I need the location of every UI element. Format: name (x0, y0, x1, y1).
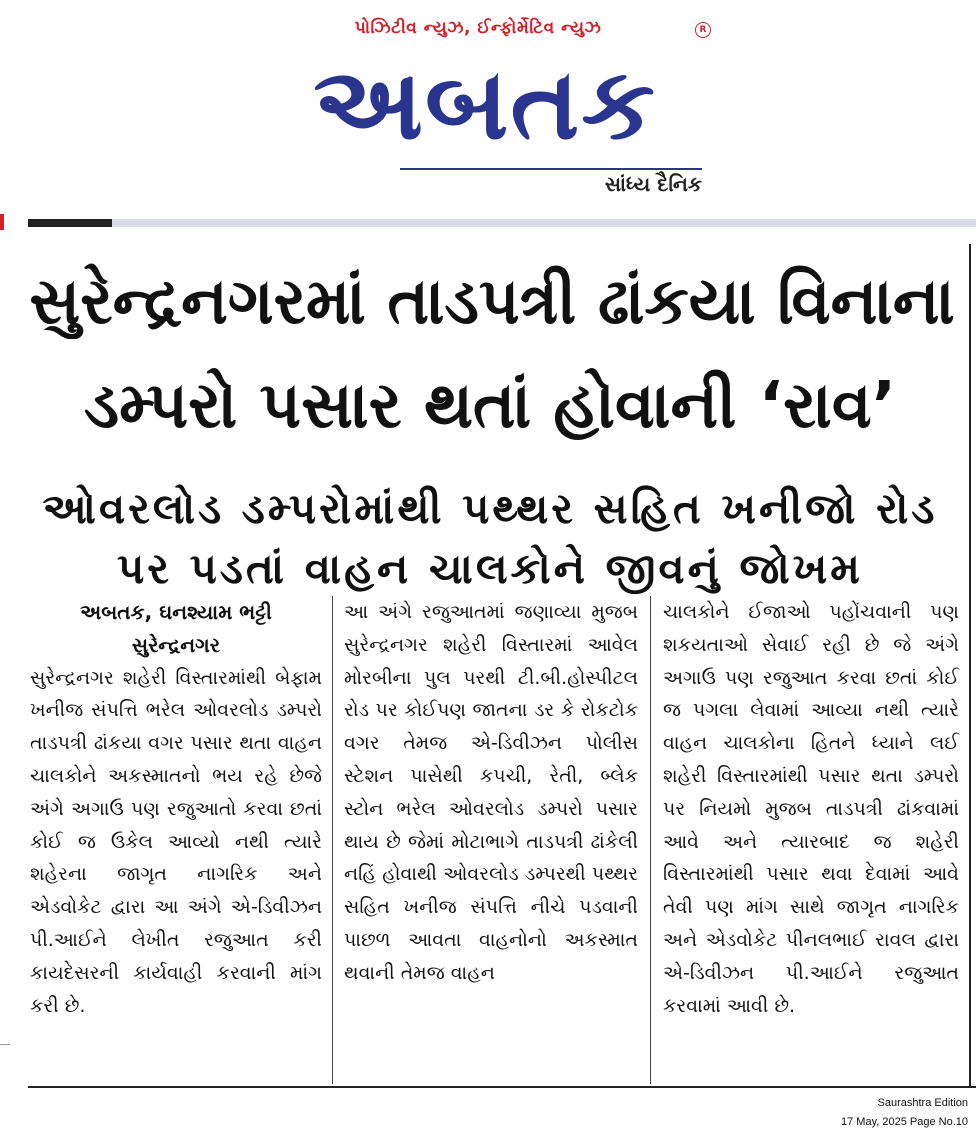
newspaper-logo: અબતક (313, 46, 657, 162)
margin-tick (0, 1044, 10, 1045)
column-3-text: ચાલકોને ઈજાઓ પહોંચવાની પણ શકયતાઓ સેવાઈ રહી છે જે અંગે અગાઉ પણ રજુઆત કરવા છતાં કોઈ જ પગલા લેવામાં આવ્યા નથી ત્યારે વાહન ચાલકોના હિતને ધ્યાને લઈ શહેરી વિસ્તારમાંથી પસાર થતા ડમ્પરો પર નિયમો મુજબ તાડપત્રી ઢાંકવામાં આવે અને ત્યારબાદ જ શહેરી વિસ્તારમાંથી પસાર થવા દેવામાં આવે તેવી પણ માંગ સાથે જાગૃત નાગરિક અને એડવોકેટ પીનલભાઈ રાવલ દ્વારા એ-ડિવીઝન પી.આઈને રજુઆત કરવામાં આવી છે. (663, 601, 959, 1017)
margin-marker (0, 214, 4, 230)
bottom-divider (28, 1086, 976, 1088)
article-column-3 (663, 596, 959, 1022)
masthead (0, 0, 976, 215)
subheadline-line-2: પર પડતાં વાહન ચાલકોને જીવનું જોખમ (117, 544, 863, 593)
column-2-text: આ અંગે રજુઆતમાં જણાવ્યા મુજબ સુરેન્દ્રનગર શહેરી વિસ્તારમાં આવેલ મોરબીના પુલ પરથી ટી.બી.હોસ્પીટલ રોડ પર કોઈપણ જાતના ડર કે રોકટોક વગર તેમજ એ-ડિવીઝન પોલીસ સ્ટેશન પાસેથી કપચી, રેતી, બ્લેક સ્ટોન ભરેલ ઓવરલોડ ડમ્પરો પસાર થાય છે જેમાં મોટાભાગે તાડપત્રી ઢાંકેલી નહિં હોવાથી ઓવરલોડ ડમ્પરથી પથ્થર સહિત ખનીજ સંપત્તિ નીચે પડવાની પાછળ આવતા વાહનોનો અકસ્માત થવાની તેમજ વાહન (344, 601, 638, 984)
article-column-2 (344, 596, 638, 990)
byline-place: સુરેન્દ્રનગર (131, 632, 221, 657)
masthead-tagline: પોઝિટીવ ન્યુઝ, ઈન્ફોર્મેટિવ ન્યુઝ (354, 18, 602, 38)
top-divider (28, 219, 976, 227)
column-divider (332, 596, 333, 1084)
column-divider (650, 596, 651, 1084)
article-column-1 (30, 596, 322, 1022)
footer-date-page: 17 May, 2025 Page No.10 (841, 1116, 968, 1128)
article-right-border (969, 244, 971, 1088)
footer-edition: Saurashtra Edition (877, 1097, 968, 1109)
column-1-text: સુરેન્દ્રનગર શહેરી વિસ્તારમાંથી બેફામ ખનીજ સંપત્તિ ભરેલ ઓવરલોડ ડમ્પરો તાડપત્રી ઢાંકયા વગર પસાર થતા વાહન ચાલકોને અકસ્માતનો ભય રહે છેજે અંગે અગાઉ પણ રજુઆતો કરવા છતાં કોઈ જ ઉકેલ આવ્યો નથી ત્યારે શહેરના જાગૃત નાગરિક અને એડવોકેટ દ્વારા આ અંગે એ-ડિવીઝન પી.આઈને લેખીત રજુઆત કરી કાયદેસરની કાર્યવાહી કરવાની માંગ કરી છે. (30, 666, 322, 1017)
registered-trademark-icon: R (695, 22, 711, 38)
subheadline-line-1: ઓવરલોડ ડમ્પરોમાંથી પથ્થર સહિત ખનીજો રોડ (42, 484, 938, 533)
headline-line-1: સુરેન્દ્રનગરમાં તાડપત્રી ઢાંકયા વિનાના (29, 265, 955, 339)
byline-author: અબતક, ઘનશ્યામ ભટ્ટી (80, 600, 272, 624)
top-divider-accent (28, 219, 112, 227)
headline-line-2: ડમ્પરો પસાર થતાં હોવાની ‘રાવ’ (83, 369, 897, 443)
edition-type-label: સાંધ્ય દૈનિક (604, 172, 702, 196)
logo-underline (400, 168, 702, 170)
